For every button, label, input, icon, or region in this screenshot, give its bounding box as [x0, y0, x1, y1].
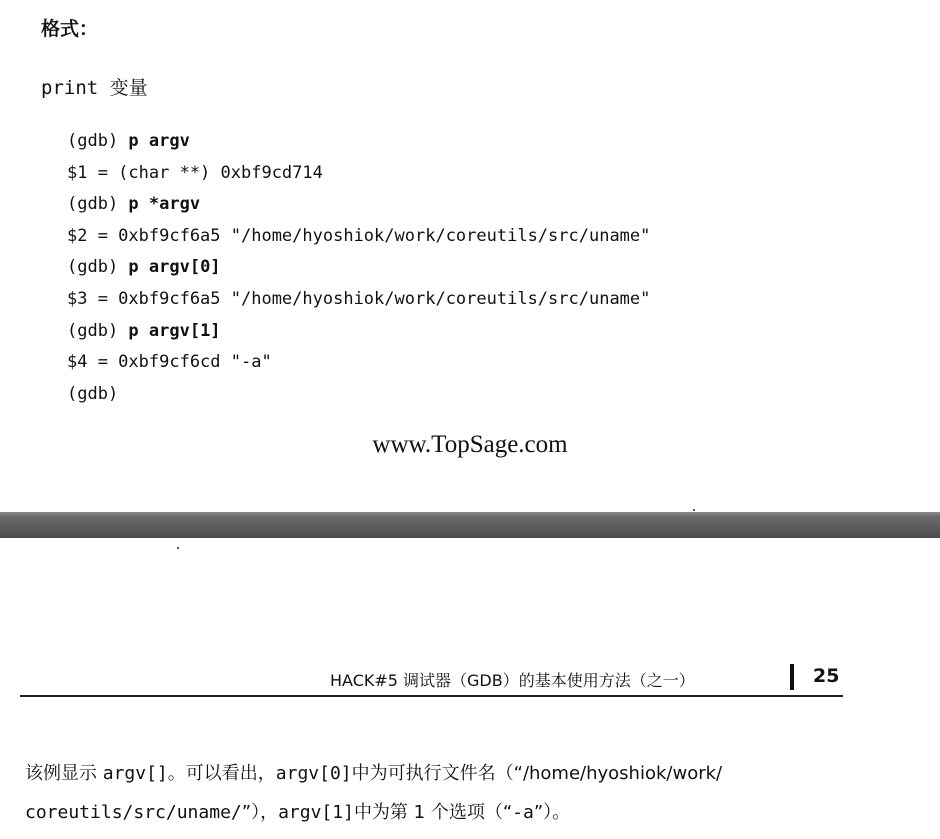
- code-token: coreutils/src/uname/: [25, 802, 242, 823]
- text-run: 中为第 1 个选项（“: [353, 802, 513, 823]
- gdb-output: $4 = 0xbf9cf6cd "-a": [67, 352, 272, 373]
- gdb-prompt: (gdb): [67, 383, 119, 404]
- gdb-command: p *argv: [128, 194, 201, 215]
- format-label: 格式：: [41, 18, 99, 40]
- text-run: 该例显示: [25, 763, 103, 784]
- code-line: [67, 347, 650, 379]
- gdb-prompt: (gdb): [67, 257, 129, 278]
- code-line: [67, 316, 650, 348]
- code-line: [67, 189, 650, 221]
- code-line: [67, 252, 650, 284]
- code-line: [67, 379, 650, 411]
- gdb-prompt: (gdb): [67, 320, 129, 341]
- body-line: [25, 754, 722, 793]
- code-token: argv[1]: [278, 802, 354, 823]
- gdb-code-block: [67, 126, 650, 410]
- text-run: ”）。: [533, 802, 571, 823]
- scan-speck: [693, 509, 695, 511]
- header-separator: [790, 664, 794, 690]
- code-line: [67, 158, 650, 190]
- gdb-prompt: (gdb): [67, 194, 129, 215]
- gdb-command: p argv[0]: [128, 257, 221, 278]
- page-break-bar: [0, 512, 940, 538]
- print-syntax: print 变量: [41, 77, 148, 99]
- code-line: [67, 126, 650, 158]
- page-number: 25: [813, 665, 840, 687]
- gdb-command: p argv: [128, 131, 190, 151]
- text-run: 。可以看出，: [167, 763, 276, 784]
- body-paragraph: [25, 754, 722, 832]
- gdb-prompt: (gdb): [67, 131, 129, 151]
- code-token: argv[]: [102, 763, 168, 784]
- scan-speck: [177, 547, 179, 549]
- header-rule: [20, 695, 843, 697]
- watermark: www.TopSage.com: [372, 431, 568, 458]
- running-header-title: HACK#5 调试器（GDB）的基本使用方法（之一）: [330, 671, 695, 690]
- text-run: ”），: [241, 802, 279, 823]
- code-line: [67, 284, 650, 316]
- gdb-command: p argv[1]: [128, 320, 221, 341]
- gdb-output: $1 = (char **) 0xbf9cd714: [67, 162, 323, 183]
- code-line: [67, 221, 650, 253]
- code-token: -a: [512, 802, 534, 823]
- body-line: [25, 793, 722, 832]
- text-run: 中为可执行文件名（“/home/hyoshiok/work/: [351, 763, 723, 784]
- gdb-output: $3 = 0xbf9cf6a5 "/home/hyoshiok/work/coreutils/src/uname": [67, 288, 651, 309]
- code-token: argv[0]: [275, 763, 352, 784]
- gdb-output: $2 = 0xbf9cf6a5 "/home/hyoshiok/work/coreutils/src/uname": [67, 225, 651, 246]
